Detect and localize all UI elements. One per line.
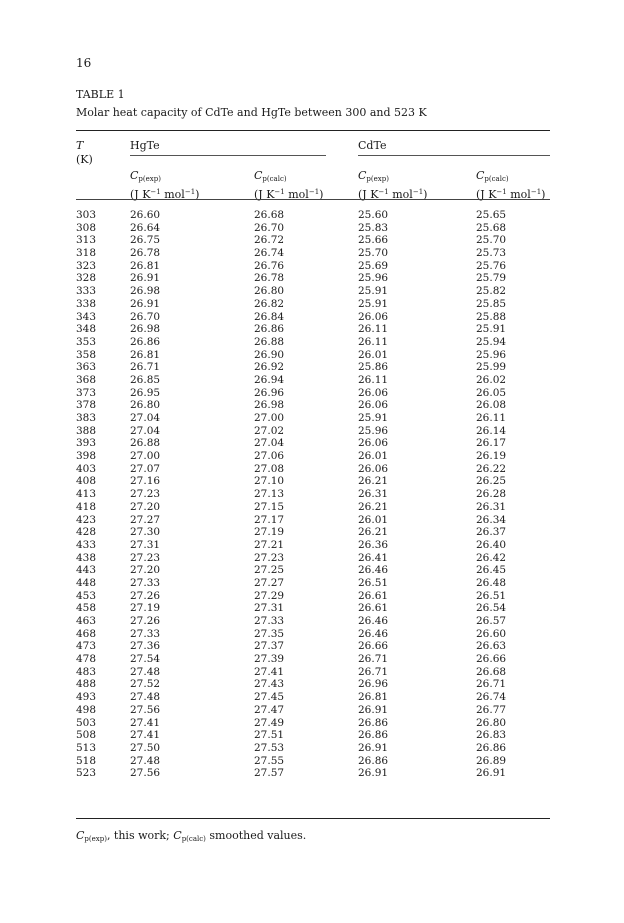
cell-cdte-cp-calc: 25.68	[476, 221, 507, 234]
cell-cdte-cp-calc: 26.34	[476, 513, 507, 526]
cell-cdte-cp-calc: 26.05	[476, 386, 507, 399]
cell-temperature: 523	[76, 767, 97, 780]
cell-cdte-cp-exp: 25.91	[358, 412, 389, 424]
table-row	[76, 577, 550, 590]
cell-hgte-cp-exp: 26.64	[130, 221, 161, 234]
table-row	[76, 285, 550, 298]
cell-cdte-cp-exp: 25.96	[358, 424, 389, 437]
table-row	[76, 501, 550, 514]
table-row	[76, 514, 550, 527]
cell-cdte-cp-calc: 26.74	[476, 691, 507, 704]
table-top-rule	[76, 130, 550, 131]
cell-cdte-cp-exp: 25.96	[358, 272, 389, 285]
cell-hgte-cp-calc: 26.82	[254, 297, 285, 310]
header-temperature-unit: (K)	[76, 153, 93, 166]
cell-cdte-cp-exp: 25.70	[358, 247, 389, 260]
cell-hgte-cp-exp: 27.00	[130, 450, 161, 463]
cell-hgte-cp-exp: 26.85	[130, 373, 161, 386]
cell-temperature: 473	[76, 640, 97, 653]
cell-cdte-cp-exp: 26.21	[358, 475, 389, 488]
cell-cdte-cp-exp: 26.06	[358, 399, 389, 412]
cell-hgte-cp-exp: 26.98	[130, 323, 161, 336]
cell-hgte-cp-calc: 27.39	[254, 653, 285, 666]
cell-cdte-cp-calc: 26.89	[476, 754, 507, 767]
cell-cdte-cp-calc: 25.96	[476, 348, 507, 361]
cell-cdte-cp-exp: 26.81	[358, 691, 389, 704]
cell-hgte-cp-exp: 27.54	[130, 653, 161, 666]
cell-cdte-cp-exp: 26.66	[358, 640, 389, 653]
cell-cdte-cp-calc: 25.94	[476, 335, 507, 348]
cell-temperature: 383	[76, 412, 97, 424]
cell-temperature: 488	[76, 678, 97, 691]
cell-hgte-cp-exp: 26.71	[130, 361, 161, 374]
cell-hgte-cp-calc: 27.47	[254, 703, 285, 716]
cell-hgte-cp-exp: 27.33	[130, 576, 161, 589]
cell-cdte-cp-exp: 26.01	[358, 513, 389, 526]
cell-hgte-cp-exp: 26.70	[130, 310, 161, 323]
cell-hgte-cp-calc: 27.43	[254, 678, 285, 691]
cell-hgte-cp-exp: 27.41	[130, 716, 161, 729]
table-bottom-rule	[76, 818, 550, 819]
cell-hgte-cp-exp: 27.04	[130, 412, 161, 424]
cell-temperature: 513	[76, 741, 97, 754]
cell-cdte-cp-exp: 26.11	[358, 373, 389, 386]
table-row	[76, 222, 550, 235]
cell-hgte-cp-calc: 27.04	[254, 437, 285, 450]
header-group-hgte: HgTe	[130, 139, 160, 152]
cell-hgte-cp-calc: 26.98	[254, 399, 285, 412]
table-row	[76, 336, 550, 349]
cell-cdte-cp-calc: 26.83	[476, 729, 507, 742]
table-caption: Molar heat capacity of CdTe and HgTe between 300 and 523 K	[76, 106, 427, 119]
cell-temperature: 518	[76, 754, 97, 767]
table-footnote: $C_{p(exp)}$, this work; $C_{p(calc)}$ smoothed values.	[76, 829, 307, 843]
cell-cdte-cp-exp: 26.41	[358, 551, 389, 564]
page-number: 16	[76, 56, 92, 70]
table-row	[76, 564, 550, 577]
cell-temperature: 508	[76, 729, 97, 742]
cell-cdte-cp-exp: 26.11	[358, 323, 389, 336]
cell-hgte-cp-calc: 27.35	[254, 627, 285, 640]
cell-hgte-cp-calc: 26.86	[254, 323, 285, 336]
cell-cdte-cp-calc: 26.71	[476, 678, 507, 691]
cell-cdte-cp-exp: 25.91	[358, 297, 389, 310]
cell-cdte-cp-calc: 25.85	[476, 297, 507, 310]
table-row	[76, 298, 550, 311]
cell-cdte-cp-calc: 26.80	[476, 716, 507, 729]
cell-temperature: 393	[76, 437, 97, 450]
table-row	[76, 539, 550, 552]
cell-cdte-cp-exp: 26.36	[358, 538, 389, 551]
cell-cdte-cp-calc: 26.86	[476, 741, 507, 754]
cell-temperature: 333	[76, 285, 97, 298]
cell-temperature: 368	[76, 373, 97, 386]
cell-temperature: 313	[76, 234, 97, 247]
cell-cdte-cp-exp: 26.06	[358, 437, 389, 450]
cell-cdte-cp-exp: 26.61	[358, 602, 389, 615]
cell-cdte-cp-exp: 25.66	[358, 234, 389, 247]
cell-hgte-cp-calc: 27.57	[254, 767, 285, 780]
cell-hgte-cp-calc: 27.06	[254, 450, 285, 463]
table-row	[76, 755, 550, 768]
table-row	[76, 666, 550, 679]
cell-hgte-cp-calc: 27.53	[254, 741, 285, 754]
cell-cdte-cp-calc: 25.65	[476, 209, 507, 221]
cell-temperature: 348	[76, 323, 97, 336]
cell-hgte-cp-exp: 27.52	[130, 678, 161, 691]
cell-cdte-cp-exp: 26.96	[358, 678, 389, 691]
cell-hgte-cp-calc: 26.96	[254, 386, 285, 399]
cell-hgte-cp-calc: 26.92	[254, 361, 285, 374]
cell-cdte-cp-calc: 26.66	[476, 653, 507, 666]
cell-temperature: 388	[76, 424, 97, 437]
cell-cdte-cp-calc: 25.76	[476, 259, 507, 272]
cell-hgte-cp-calc: 26.70	[254, 221, 285, 234]
cell-cdte-cp-calc: 26.31	[476, 500, 507, 513]
cell-cdte-cp-calc: 26.42	[476, 551, 507, 564]
cell-hgte-cp-exp: 27.26	[130, 615, 161, 627]
cell-hgte-cp-calc: 27.25	[254, 564, 285, 577]
cell-cdte-cp-calc: 26.37	[476, 526, 507, 539]
cell-temperature: 433	[76, 538, 97, 551]
cell-hgte-cp-calc: 27.33	[254, 615, 285, 627]
table-row	[76, 311, 550, 324]
cell-cdte-cp-exp: 26.91	[358, 703, 389, 716]
cell-temperature: 423	[76, 513, 97, 526]
cell-cdte-cp-exp: 26.06	[358, 386, 389, 399]
cell-cdte-cp-calc: 25.88	[476, 310, 507, 323]
table-row	[76, 209, 550, 222]
cell-temperature: 443	[76, 564, 97, 577]
cell-cdte-cp-exp: 26.46	[358, 564, 389, 577]
cell-hgte-cp-exp: 27.19	[130, 602, 161, 615]
cell-cdte-cp-exp: 26.06	[358, 462, 389, 475]
table-row	[76, 526, 550, 539]
cell-hgte-cp-calc: 26.74	[254, 247, 285, 260]
cell-hgte-cp-exp: 27.33	[130, 627, 161, 640]
table-row	[76, 323, 550, 336]
table-row	[76, 260, 550, 273]
cell-temperature: 403	[76, 462, 97, 475]
cell-hgte-cp-calc: 27.49	[254, 716, 285, 729]
cell-hgte-cp-exp: 27.26	[130, 589, 161, 602]
cell-cdte-cp-calc: 26.14	[476, 424, 507, 437]
cell-hgte-cp-calc: 27.10	[254, 475, 285, 488]
cell-hgte-cp-exp: 27.56	[130, 703, 161, 716]
cell-hgte-cp-exp: 27.50	[130, 741, 161, 754]
table-row	[76, 247, 550, 260]
cell-cdte-cp-calc: 26.60	[476, 627, 507, 640]
cell-cdte-cp-exp: 26.21	[358, 526, 389, 539]
cell-cdte-cp-exp: 26.46	[358, 615, 389, 627]
cell-cdte-cp-calc: 26.77	[476, 703, 507, 716]
cell-cdte-cp-calc: 25.91	[476, 323, 507, 336]
header-group-cdte: CdTe	[358, 139, 387, 152]
cell-hgte-cp-calc: 27.37	[254, 640, 285, 653]
cell-cdte-cp-calc: 26.11	[476, 412, 507, 424]
cell-hgte-cp-exp: 26.86	[130, 335, 161, 348]
cell-hgte-cp-exp: 26.88	[130, 437, 161, 450]
cell-hgte-cp-calc: 27.41	[254, 665, 285, 678]
cell-hgte-cp-calc: 26.90	[254, 348, 285, 361]
cell-temperature: 373	[76, 386, 97, 399]
cell-hgte-cp-exp: 26.91	[130, 272, 161, 285]
cell-hgte-cp-calc: 27.00	[254, 412, 285, 424]
cell-hgte-cp-calc: 27.55	[254, 754, 285, 767]
cell-temperature: 458	[76, 602, 97, 615]
cell-hgte-cp-calc: 26.88	[254, 335, 285, 348]
cell-cdte-cp-exp: 26.71	[358, 665, 389, 678]
table-row	[76, 704, 550, 717]
cell-temperature: 353	[76, 335, 97, 348]
cell-cdte-cp-exp: 25.86	[358, 361, 389, 374]
cell-hgte-cp-exp: 27.30	[130, 526, 161, 539]
cell-cdte-cp-calc: 26.19	[476, 450, 507, 463]
cell-cdte-cp-calc: 25.70	[476, 234, 507, 247]
table-row	[76, 615, 550, 628]
cell-hgte-cp-calc: 26.78	[254, 272, 285, 285]
cell-temperature: 428	[76, 526, 97, 539]
cell-temperature: 318	[76, 247, 97, 260]
cell-temperature: 378	[76, 399, 97, 412]
table-row	[76, 717, 550, 730]
table-row	[76, 361, 550, 374]
table-row	[76, 272, 550, 285]
cell-cdte-cp-calc: 26.45	[476, 564, 507, 577]
hgte-group-rule	[130, 155, 326, 156]
cell-cdte-cp-exp: 26.91	[358, 767, 389, 780]
cell-hgte-cp-exp: 26.81	[130, 348, 161, 361]
cell-temperature: 358	[76, 348, 97, 361]
cell-cdte-cp-exp: 26.46	[358, 627, 389, 640]
cell-hgte-cp-exp: 26.91	[130, 297, 161, 310]
table-row	[76, 475, 550, 488]
cell-cdte-cp-calc: 26.57	[476, 615, 507, 627]
header-hgte-cp-exp: $C_{p(exp)}$ (J $K^{-1}$ mol$^{-1}$)	[130, 169, 200, 201]
cell-cdte-cp-calc: 26.51	[476, 589, 507, 602]
cell-hgte-cp-calc: 26.76	[254, 259, 285, 272]
table-row	[76, 653, 550, 666]
table-row	[76, 742, 550, 755]
cell-temperature: 503	[76, 716, 97, 729]
cell-cdte-cp-exp: 26.91	[358, 741, 389, 754]
cell-hgte-cp-exp: 27.20	[130, 500, 161, 513]
table-row	[76, 412, 550, 425]
cell-cdte-cp-calc: 25.99	[476, 361, 507, 374]
cell-hgte-cp-calc: 27.31	[254, 602, 285, 615]
cell-temperature: 498	[76, 703, 97, 716]
cell-hgte-cp-exp: 26.81	[130, 259, 161, 272]
cell-hgte-cp-exp: 27.16	[130, 475, 161, 488]
cell-temperature: 468	[76, 627, 97, 640]
cell-hgte-cp-exp: 26.75	[130, 234, 161, 247]
cell-cdte-cp-exp: 26.11	[358, 335, 389, 348]
cell-hgte-cp-calc: 26.84	[254, 310, 285, 323]
cell-hgte-cp-calc: 27.17	[254, 513, 285, 526]
cell-cdte-cp-calc: 26.40	[476, 538, 507, 551]
cell-hgte-cp-calc: 27.08	[254, 462, 285, 475]
cell-cdte-cp-calc: 26.28	[476, 488, 507, 501]
cell-cdte-cp-exp: 26.86	[358, 716, 389, 729]
cell-cdte-cp-calc: 26.22	[476, 462, 507, 475]
cell-hgte-cp-calc: 27.13	[254, 488, 285, 501]
table-row	[76, 590, 550, 603]
cell-temperature: 398	[76, 450, 97, 463]
cell-hgte-cp-exp: 27.48	[130, 754, 161, 767]
cell-hgte-cp-exp: 26.60	[130, 209, 161, 221]
cell-hgte-cp-exp: 27.56	[130, 767, 161, 780]
cell-cdte-cp-calc: 26.08	[476, 399, 507, 412]
cell-hgte-cp-calc: 26.80	[254, 285, 285, 298]
cell-hgte-cp-exp: 27.27	[130, 513, 161, 526]
cell-cdte-cp-exp: 25.83	[358, 221, 389, 234]
cell-hgte-cp-exp: 27.31	[130, 538, 161, 551]
cell-hgte-cp-exp: 27.48	[130, 665, 161, 678]
header-temperature-symbol: T	[76, 139, 84, 152]
cell-temperature: 463	[76, 615, 97, 627]
cell-cdte-cp-exp: 25.69	[358, 259, 389, 272]
cell-hgte-cp-exp: 26.98	[130, 285, 161, 298]
table-row	[76, 387, 550, 400]
table-row	[76, 349, 550, 362]
cell-temperature: 328	[76, 272, 97, 285]
table-row	[76, 729, 550, 742]
cell-hgte-cp-calc: 27.45	[254, 691, 285, 704]
cell-cdte-cp-exp: 26.31	[358, 488, 389, 501]
table-body	[76, 209, 550, 780]
table-row	[76, 678, 550, 691]
cell-cdte-cp-calc: 26.17	[476, 437, 507, 450]
cell-cdte-cp-calc: 25.79	[476, 272, 507, 285]
cell-cdte-cp-exp: 26.51	[358, 576, 389, 589]
cell-cdte-cp-exp: 26.61	[358, 589, 389, 602]
cell-cdte-cp-exp: 26.01	[358, 348, 389, 361]
table-row	[76, 767, 550, 780]
cell-cdte-cp-exp: 26.06	[358, 310, 389, 323]
table-row	[76, 437, 550, 450]
cell-hgte-cp-exp: 27.41	[130, 729, 161, 742]
cell-temperature: 338	[76, 297, 97, 310]
cell-hgte-cp-exp: 27.48	[130, 691, 161, 704]
cell-temperature: 303	[76, 209, 97, 221]
table-row	[76, 374, 550, 387]
cell-temperature: 343	[76, 310, 97, 323]
cell-temperature: 363	[76, 361, 97, 374]
table-row	[76, 450, 550, 463]
cell-hgte-cp-exp: 27.20	[130, 564, 161, 577]
cell-hgte-cp-exp: 26.95	[130, 386, 161, 399]
cell-hgte-cp-exp: 27.23	[130, 551, 161, 564]
cell-cdte-cp-calc: 25.82	[476, 285, 507, 298]
cell-hgte-cp-calc: 27.02	[254, 424, 285, 437]
cell-cdte-cp-calc: 25.73	[476, 247, 507, 260]
cell-hgte-cp-calc: 27.27	[254, 576, 285, 589]
cell-hgte-cp-exp: 26.80	[130, 399, 161, 412]
cell-hgte-cp-exp: 27.07	[130, 462, 161, 475]
table-row	[76, 691, 550, 704]
cell-hgte-cp-exp: 27.36	[130, 640, 161, 653]
cell-cdte-cp-calc: 26.68	[476, 665, 507, 678]
cell-temperature: 453	[76, 589, 97, 602]
table-row	[76, 399, 550, 412]
cell-temperature: 483	[76, 665, 97, 678]
cell-cdte-cp-calc: 26.63	[476, 640, 507, 653]
header-cdte-cp-calc: $C_{p(calc)}$ (J $K^{-1}$ mol$^{-1}$)	[476, 169, 546, 201]
cell-hgte-cp-calc: 27.51	[254, 729, 285, 742]
table-header-rule	[76, 199, 550, 200]
cell-temperature: 478	[76, 653, 97, 666]
cell-hgte-cp-exp: 27.23	[130, 488, 161, 501]
cell-temperature: 493	[76, 691, 97, 704]
table-row	[76, 640, 550, 653]
cell-cdte-cp-exp: 26.71	[358, 653, 389, 666]
cell-cdte-cp-exp: 26.86	[358, 754, 389, 767]
cell-temperature: 418	[76, 500, 97, 513]
cell-temperature: 413	[76, 488, 97, 501]
cell-hgte-cp-calc: 26.72	[254, 234, 285, 247]
cell-temperature: 438	[76, 551, 97, 564]
table-row	[76, 234, 550, 247]
cell-cdte-cp-exp: 26.01	[358, 450, 389, 463]
cell-cdte-cp-exp: 26.86	[358, 729, 389, 742]
cell-cdte-cp-calc: 26.25	[476, 475, 507, 488]
cell-cdte-cp-exp: 25.91	[358, 285, 389, 298]
table-row	[76, 463, 550, 476]
table-row	[76, 488, 550, 501]
cell-hgte-cp-calc: 26.94	[254, 373, 285, 386]
cell-hgte-cp-calc: 27.29	[254, 589, 285, 602]
cell-cdte-cp-exp: 26.21	[358, 500, 389, 513]
table-row	[76, 602, 550, 615]
cell-hgte-cp-calc: 27.19	[254, 526, 285, 539]
cell-hgte-cp-calc: 26.68	[254, 209, 285, 221]
cell-temperature: 308	[76, 221, 97, 234]
cell-hgte-cp-exp: 27.04	[130, 424, 161, 437]
cell-cdte-cp-calc: 26.54	[476, 602, 507, 615]
cdte-group-rule	[358, 155, 550, 156]
cell-temperature: 323	[76, 259, 97, 272]
cell-hgte-cp-calc: 27.15	[254, 500, 285, 513]
table-row	[76, 425, 550, 438]
cell-cdte-cp-calc: 26.02	[476, 373, 507, 386]
cell-cdte-cp-calc: 26.91	[476, 767, 507, 780]
table-row	[76, 628, 550, 641]
table-row	[76, 552, 550, 565]
cell-cdte-cp-calc: 26.48	[476, 576, 507, 589]
header-hgte-cp-calc: $C_{p(calc)}$ (J $K^{-1}$ mol$^{-1}$)	[254, 169, 324, 201]
table-label: TABLE 1	[76, 88, 125, 101]
cell-hgte-cp-exp: 26.78	[130, 247, 161, 260]
cell-hgte-cp-calc: 27.21	[254, 538, 285, 551]
cell-hgte-cp-calc: 27.23	[254, 551, 285, 564]
cell-temperature: 448	[76, 576, 97, 589]
cell-temperature: 408	[76, 475, 97, 488]
header-cdte-cp-exp: $C_{p(exp)}$ (J $K^{-1}$ mol$^{-1}$)	[358, 169, 428, 201]
cell-cdte-cp-exp: 25.60	[358, 209, 389, 221]
